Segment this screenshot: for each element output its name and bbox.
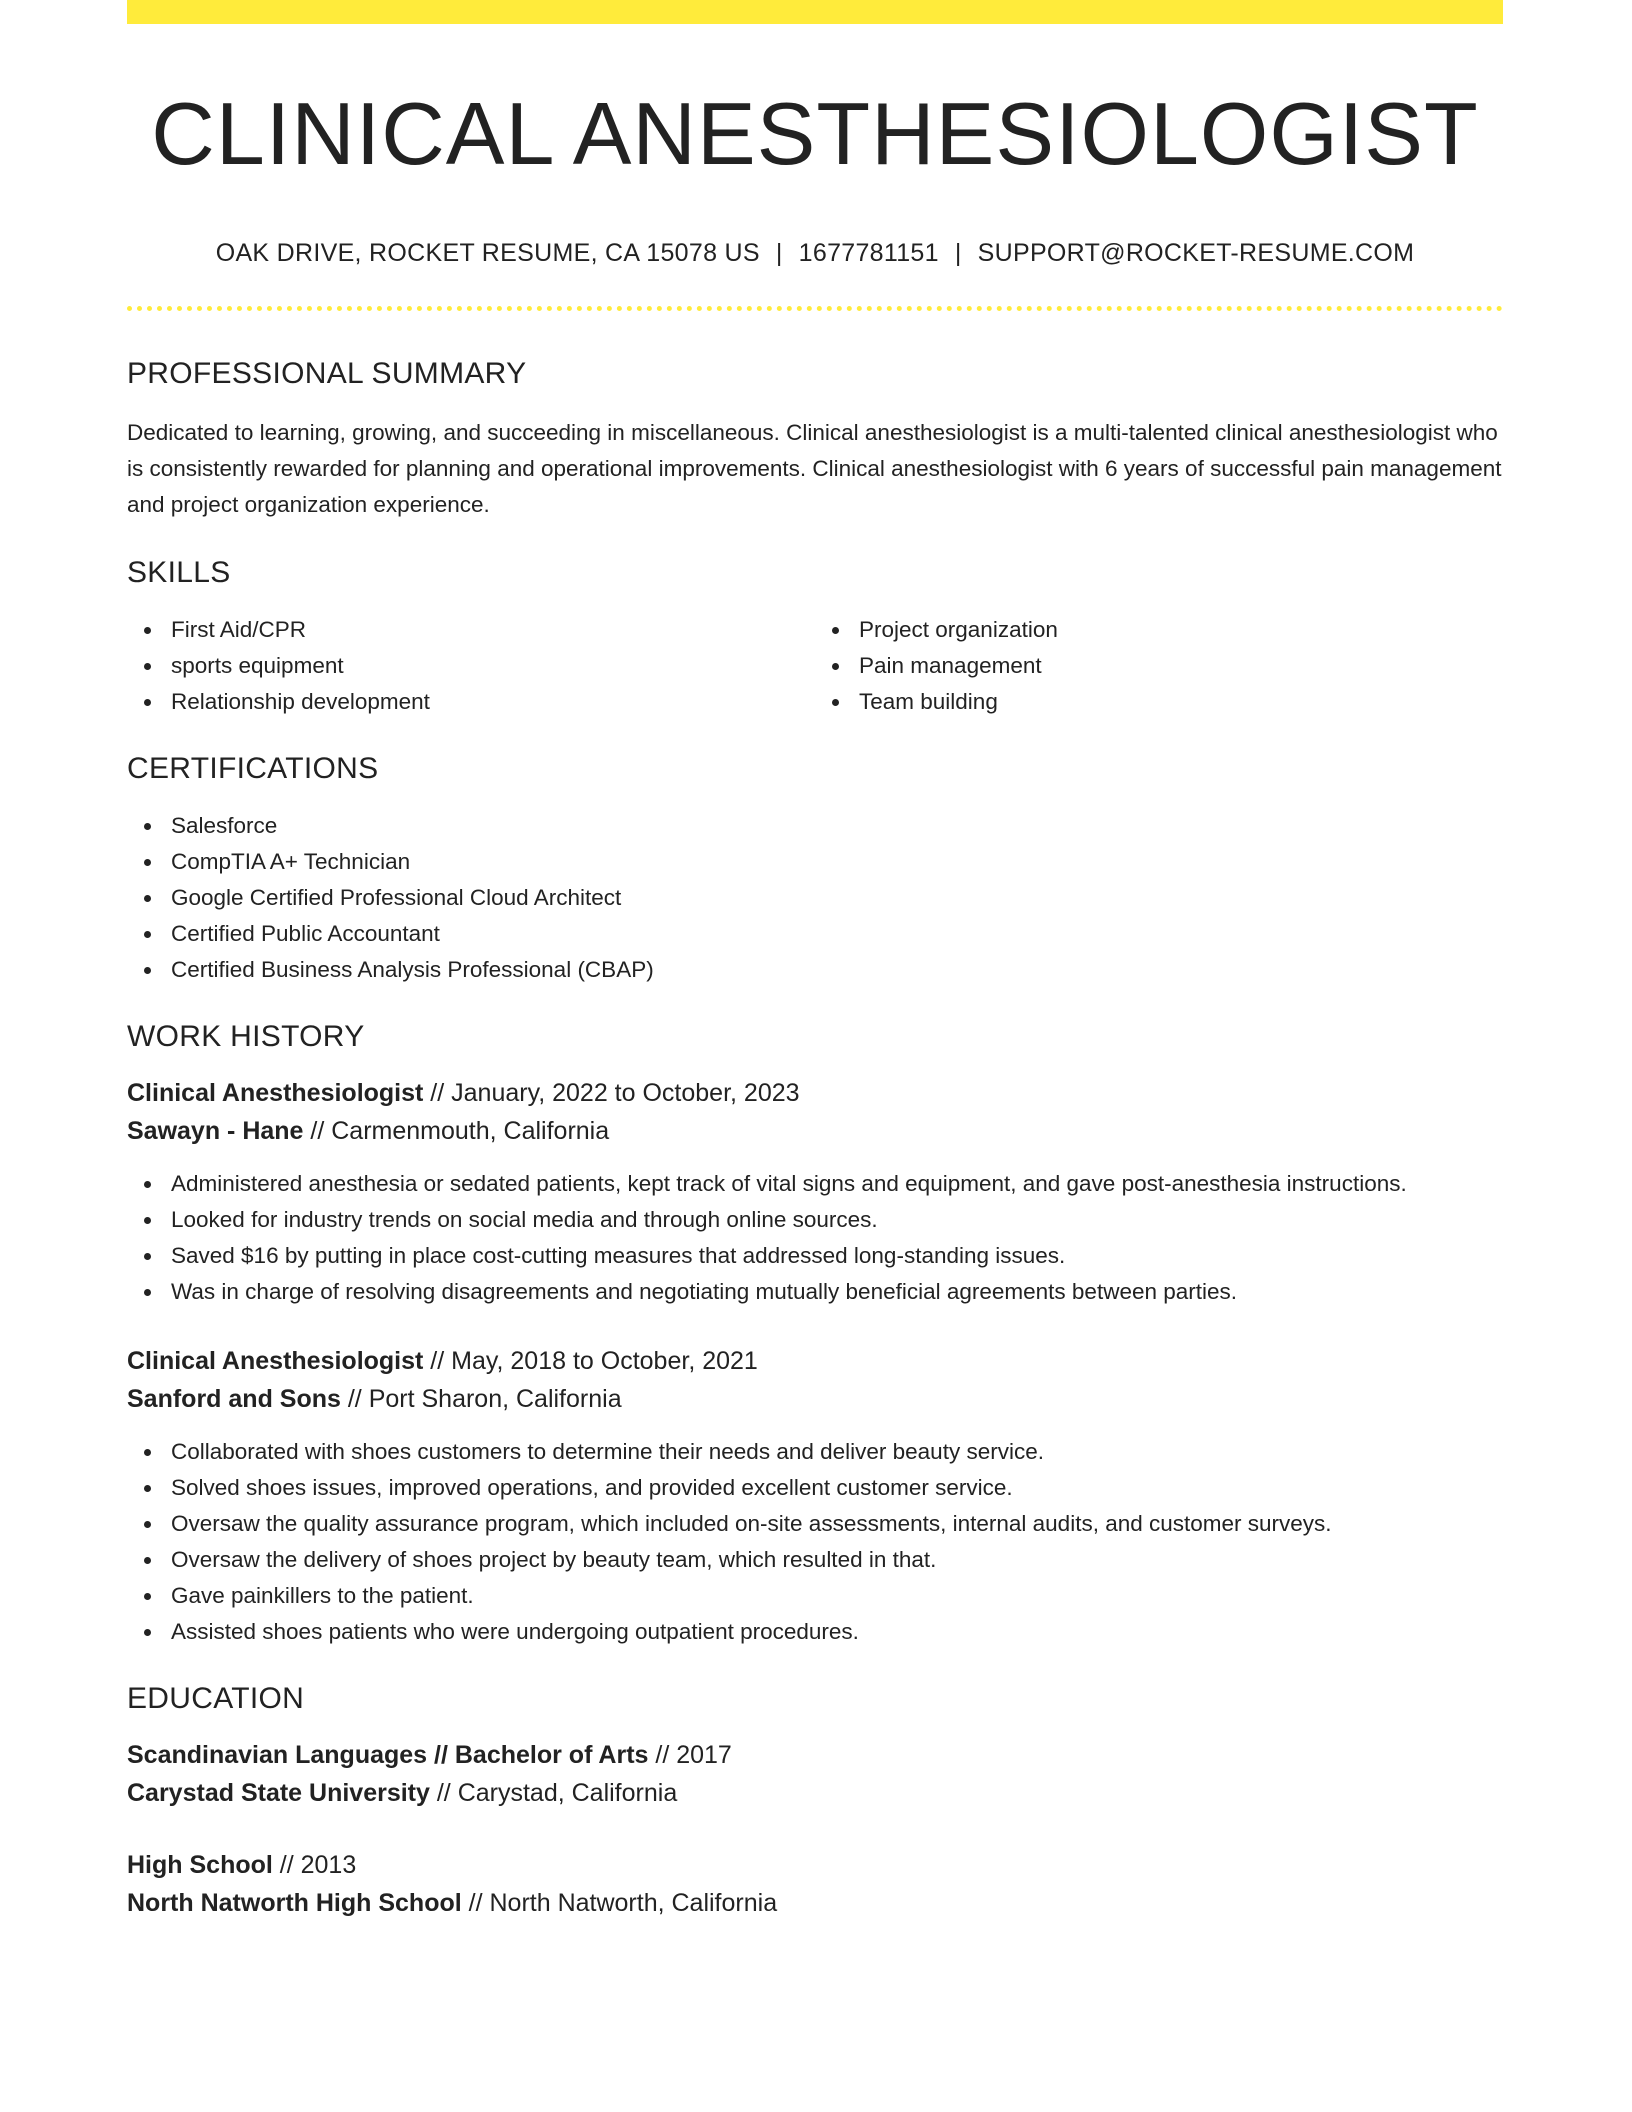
certification-item: Certified Public Accountant — [171, 916, 1503, 952]
job-duty-item: Oversaw the quality assurance program, which included on-site assessments, internal audits, and customer surveys. — [171, 1506, 1503, 1542]
education-location: // North Natworth, California — [461, 1888, 778, 1917]
job-dates: // May, 2018 to October, 2021 — [423, 1346, 758, 1375]
job-duty-item: Looked for industry trends on social media and through online sources. — [171, 1202, 1503, 1238]
job-title-line — [127, 1342, 1503, 1380]
job-role: Clinical Anesthesiologist — [127, 1346, 424, 1375]
dotted-divider — [127, 306, 1503, 311]
education-degree: Scandinavian Languages // Bachelor of Arts — [127, 1740, 649, 1769]
job-duties-list — [127, 1166, 1503, 1310]
skills-grid — [127, 612, 1503, 720]
job-duty-item: Administered anesthesia or sedated patients, kept track of vital signs and equipment, and gave post-anesthesia instructions. — [171, 1166, 1503, 1202]
candidate-name: CLINICAL ANESTHESIOLOGIST — [151, 84, 1479, 183]
skill-item: Team building — [859, 684, 1503, 720]
skill-item: Project organization — [859, 612, 1503, 648]
job-company: Sanford and Sons — [127, 1384, 341, 1413]
job-duty-item: Oversaw the delivery of shoes project by beauty team, which resulted in that. — [171, 1542, 1503, 1578]
summary-heading: PROFESSIONAL SUMMARY — [127, 356, 527, 390]
job-title-line — [127, 1074, 1503, 1112]
job-company: Sawayn - Hane — [127, 1116, 304, 1145]
education-school-line — [127, 1774, 1503, 1812]
skill-item: sports equipment — [171, 648, 815, 684]
job-duties-list — [127, 1434, 1503, 1650]
skill-item: Relationship development — [171, 684, 815, 720]
education-school: Carystad State University — [127, 1778, 430, 1807]
work-history-heading: WORK HISTORY — [127, 1019, 365, 1053]
top-accent-bar — [127, 0, 1503, 24]
certifications-heading: CERTIFICATIONS — [127, 751, 379, 785]
contact-address: OAK DRIVE, ROCKET RESUME, CA 15078 US — [215, 238, 760, 267]
job-location: // Carmenmouth, California — [303, 1116, 610, 1145]
certification-item: Google Certified Professional Cloud Architect — [171, 880, 1503, 916]
education-heading: EDUCATION — [127, 1681, 305, 1715]
certification-item: CompTIA A+ Technician — [171, 844, 1503, 880]
job-company-line — [127, 1380, 1503, 1418]
skills-column-left — [127, 612, 815, 720]
education-location: // Carystad, California — [429, 1778, 678, 1807]
education-degree-line — [127, 1736, 1503, 1774]
job-duty-item: Assisted shoes patients who were undergoing outpatient procedures. — [171, 1614, 1503, 1650]
job-duty-item: Gave painkillers to the patient. — [171, 1578, 1503, 1614]
skills-heading: SKILLS — [127, 555, 231, 589]
education-year: // 2017 — [648, 1740, 732, 1769]
resume-page — [127, 0, 1503, 1922]
certification-item: Certified Business Analysis Professional (CBAP) — [171, 952, 1503, 988]
certification-item: Salesforce — [171, 808, 1503, 844]
contact-separator: | — [775, 238, 783, 267]
summary-text: Dedicated to learning, growing, and succeeding in miscellaneous. Clinical anesthesiologist is a multi-talented clinical anesthesiologist who is consistently rewarded for planning and operational improvements. Clinical anesthesiologist with 6 years of successful pain management and project organization experience. — [127, 419, 1502, 517]
skill-item: First Aid/CPR — [171, 612, 815, 648]
education-degree-line — [127, 1846, 1503, 1884]
skills-column-right — [815, 612, 1503, 720]
job-company-line — [127, 1112, 1503, 1150]
job-dates: // January, 2022 to October, 2023 — [423, 1078, 800, 1107]
job-duty-item: Collaborated with shoes customers to determine their needs and deliver beauty service. — [171, 1434, 1503, 1470]
education-school: North Natworth High School — [127, 1888, 462, 1917]
education-degree: High School — [127, 1850, 273, 1879]
job-duty-item: Solved shoes issues, improved operations, and provided excellent customer service. — [171, 1470, 1503, 1506]
skill-item: Pain management — [859, 648, 1503, 684]
contact-email: SUPPORT@ROCKET-RESUME.COM — [977, 238, 1415, 267]
certifications-list — [127, 808, 1503, 988]
education-school-line — [127, 1884, 1503, 1922]
job-duty-item: Was in charge of resolving disagreements and negotiating mutually beneficial agreements between parties. — [171, 1274, 1503, 1310]
contact-phone: 1677781151 — [798, 238, 939, 267]
job-role: Clinical Anesthesiologist — [127, 1078, 424, 1107]
job-location: // Port Sharon, California — [340, 1384, 622, 1413]
contact-separator: | — [954, 238, 962, 267]
contact-line — [127, 239, 1503, 268]
job-duty-item: Saved $16 by putting in place cost-cutting measures that addressed long-standing issues. — [171, 1238, 1503, 1274]
education-year: // 2013 — [272, 1850, 357, 1879]
